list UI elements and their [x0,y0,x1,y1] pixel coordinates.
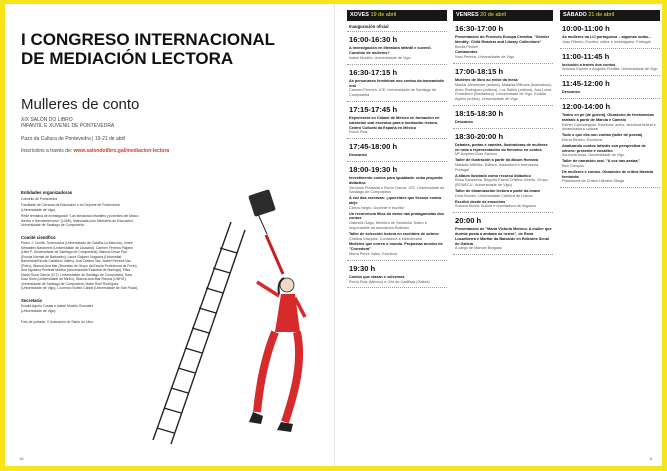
slot-time: 16:00-16:30 h [349,35,398,45]
day-column-saturday [560,10,660,188]
secretary-line: Eulalia Agrelo Costas e Isabel Mociño González (Universidade de Vigo). [21,304,94,313]
slot-time: 12:00-14:00 h [562,101,611,111]
session-title: Taller de dinamización lectora a partir da imaxe [455,188,541,193]
session-item [349,79,447,98]
time-slot [560,49,660,77]
session-item [349,232,447,242]
session-title: As personaxes femininas nos contos da tranvantoile oral [349,78,445,88]
slot-time: 10:00-11:00 h [562,24,610,33]
session-title: Descanso [562,90,580,95]
day-date: 19 de abril [370,12,397,18]
time-slot [560,21,660,49]
org-line: Concello de Pontevedra [21,196,58,201]
day-header [453,10,553,21]
committee-text: Pedro J. Cerrillo Torremocha (Universidade de Castilla-La Mancha), Josée Sébastien Bastarreix (Universidade de Lausana), Carmen Ferreira Pajuelo (Ulen P. Universidade de Santiago de Compostela), Blanca-Cesar Pau (Escola Normal de Barbastro), Laura Guijarro Noguera (Universitat Barcelona/Escola Caballero Vallès), Ana Cristina Vaz, Isabel Ferreira Vaz (Porto), Blanca-Ana Mar (Bruxelas de Grupo da Escola Profesional de Porto), Ana Agustina Pentinat Martha (Universidade Estadual de Maringá), Elisa María Roca-García (CIT), Universidade de Santiago de Compostela, Sara Díaz Sixto (Universidade de Minho), Blanca-Ana Mar Ramos (UNHIT), Universidade de Santiago de Compostela, Mabe Roel Rodríguez (Universidade de Vigo), Lourenzo Núñez Cabral (Universidade de San Paulo). [21,241,139,290]
session-title: Mulleres de libro ao redor da mesa [455,77,518,82]
session-item [455,200,553,210]
session-title: Descanso [349,153,367,158]
session-item [455,158,553,172]
slot-time: 16:30-17:00 h [455,24,504,33]
day-weekday: SÁBADO [563,12,589,18]
session-item [562,159,660,169]
time-slot [453,129,553,213]
session-speaker: Carmen Ferreiro. ICE. Universidade de Santiago de Compostela [349,88,437,98]
session-speaker: Plataforma de Crítica Literaria Stinga [562,179,625,184]
event-line-1: XIX SALÓN DO LIBRO [21,117,73,123]
slot-time: 17:45-18:00 h [349,142,398,152]
day-weekday: VENRES [456,12,481,18]
session-title: Presentación de "María Victoria Moreno. A muller que durmia posta o ambara no rostro", de Rosa Lusariberra e Marfiar da Baixarde en Edicións Senal de Galicia [455,227,552,246]
session-title: As mulleres na LIJ portuguesa – algumas notas... [562,35,652,39]
time-slot [347,162,447,261]
session-item [562,133,660,143]
day-column-thursday [347,10,447,288]
session-item [455,143,553,157]
day-weekday: XOVES [350,12,371,18]
org-line: Rede temática de investigación "Las literaturas infantiles y juveniles del Marco Ibérico e Iberoamericano" (LIJMI), financiada polo Ministerio de Educación, Universidade de Santiago de Compostela. [21,214,139,227]
day-column-friday [453,10,553,255]
session-lead: Inauguración oficial [347,21,447,32]
session-speaker: A cargo de Manuel Bragado [455,246,503,251]
session-speaker: Isabel Mociño. Universidade de Vigo [349,56,411,60]
time-slot [347,261,447,289]
ladder-woman-illustration [145,182,320,444]
session-speaker: Rocío Ruiz (México) e Cris de Cadilhas (Galiza) [349,279,430,284]
session-speaker: Mafalda Milhões. Editora, ilustradora e formadora. Portugal [455,162,540,172]
page-number-left: 18 [19,456,24,461]
time-slot [347,65,447,102]
session-item [349,196,447,210]
session-item [562,35,660,45]
session-speaker: Beldiz Pentiel [455,44,479,49]
session-title: Taller de narración oral. "A voz nas axaias" [562,159,640,164]
slot-time: 18:15-18:30 h [455,108,504,118]
credits-block [21,190,139,327]
session-title: Mulleres que corren o mundo. Propostas arredor de "Corredora" [349,242,443,252]
session-item [562,90,660,95]
session-speaker: Rocío Ruiz [349,130,368,135]
session-item [349,242,447,256]
time-slot [560,99,660,188]
registration-line [21,148,169,154]
time-slot [453,21,553,64]
time-slot [453,213,553,255]
registration-link[interactable]: www.salondolibro.gal/mediacion-lectora [73,148,170,155]
session-speaker: Esther Carrodeguas. Escritora, actriz, directora teatral e dinamizadora cultural [562,122,656,132]
session-speaker: Carlos Negro. Docente e escritor [349,205,405,210]
lantern-icon [248,189,276,234]
day-date: 21 de abril [588,12,615,18]
right-page [340,10,658,456]
session-title: De mulleres e contos. Obradoiro de crítica literaria feminista [562,169,654,179]
session-item [562,144,660,158]
session-item [455,227,553,251]
session-speaker: Verónica Pousada e Rocío García. ICE. Universidade de Santiago de Compostela [349,185,445,195]
session-item [455,174,553,188]
session-item [349,275,447,285]
session-title: A voz das escravas: ¿quereides que ilcosos contra aleje [349,196,442,205]
session-speaker: Nosi Pereira. Universidade de Vigo [455,55,515,60]
session-speaker: Dora Bulnes. Universidade Católica de Lisboa [455,193,533,198]
session-title: Contaorotes [455,50,478,55]
session-speaker: Elena Ribeiro. Escritora [562,137,602,142]
day-date: 20 de abril [480,12,506,18]
session-item [562,63,660,73]
session-title: A investigación en literatura infantil e xuvenil. Cuestión de mulleres? [349,46,432,56]
event-meta [21,117,169,155]
title-line-2: DE MEDIACIÓN LECTORA [21,49,234,68]
time-slot [453,106,553,129]
registration-prefix: Inscricións a través de: [21,148,73,155]
title-line-1: I CONGRESO INTERNACIONAL [21,30,276,49]
session-item [455,120,553,125]
session-speaker: Mª Ángeles Díaz Sanuxo [455,152,498,157]
page-subtitle: Mulleres de conto [21,96,140,113]
session-speaker: Joao Ribeiro. Escritor, editor e investigador. Portugal [562,39,651,44]
session-title: Experiencia en Cidade de México en formación en narración oral escénica para a mediación lectora. Centro Cultural da España en México [349,115,440,130]
session-item [455,78,553,102]
session-title: Teatro en pé (de guerra). Obradoiro de ferramentas teatrais a partir de Marcia e Camelo [562,112,654,122]
session-speaker: Gabriela Gago. Membro de Sandinha Teatro e responsable da asociación Boktriza [349,221,427,230]
slot-time: 17:15-17:45 h [349,104,398,114]
session-title: Taller de selección lectora en escritóns de sobrov [349,231,439,236]
session-speaker: Cristina Vázquez. Contadora e bibliotecaria [349,236,423,241]
time-slot [347,139,447,162]
session-title: Taller de ilustración a partir do álbum Hornara [455,158,539,163]
secretary-heading: Secretaría [21,297,42,303]
session-title: Todo o que ella non contan (taller de poesía) [562,133,643,138]
time-slot [453,64,553,106]
session-speaker: María Pérez Vales. Escritora [349,251,398,256]
day-header [347,10,447,21]
left-page [5,4,334,466]
page-fold [334,4,335,466]
page-number-right: 6 [649,456,652,461]
page-title [21,30,275,68]
session-speaker: Azucena Arias. Universidade de Vigo [562,153,625,158]
slot-time: 11:00-11:45 h [562,51,610,61]
slot-time: 20:00 h [455,216,482,226]
session-speaker: Rosa Sanzioma, Begoña Pazos Cristina Vicedo. Grupo (BONECU. Universidade de Vigo) [455,178,548,188]
session-item [455,189,553,199]
session-speaker: Antonia Gómez e Angeles Pontilla. Universidade de Vigo [562,67,658,72]
slot-time: 16:30-17:15 h [349,67,398,77]
session-item [562,170,660,184]
slot-time: 17:00-18:15 h [455,66,504,76]
session-speaker: Bea Campos [562,163,584,168]
session-title: Analizando contos infantís con perspectiva de xénero: presente e enxalitro [562,143,646,153]
ladder-icon [153,222,245,444]
day-header [560,10,660,21]
session-title: Un recorrencia fílica do demo nas protagonistas dos contos [349,211,444,221]
session-item [349,46,447,60]
session-title: A álbum ilustrado como recurso didáctico [455,173,531,178]
org-line: Facultade de Ciencias da Educación e do Deporte de Pontevedra (Universidade de Vigo) [21,203,120,212]
event-line-2: INFANTIL E XUVENIL DE PONTEVEDRA [21,123,115,130]
session-item [349,116,447,135]
slot-time: 18:30-20:00 h [455,131,504,141]
session-title: Presentación do Proxecto Europa Creativa. "Gender Identity: Child Readers and Library Collections" [455,35,550,44]
session-item [349,153,447,158]
time-slot [560,76,660,99]
session-item [349,212,447,231]
session-title: Debates, portas e xanelas. Ilustradoras de mulleres en roda a representación do feminino en contos [455,142,548,152]
session-title: Contos que viaxan e volvemos [349,274,405,279]
session-title: Escribir desde as emocións [455,199,506,204]
session-item [455,50,553,60]
session-title: Descanso [455,119,473,124]
session-title: Inclusión a través dos contos [562,62,616,67]
session-item [455,35,553,49]
woman-figure [249,235,305,432]
session-speaker: Marilar Aleixandre (autora), Mafalda Milhoes (ilustradora), Anxo Rodríguez (editora), Luz Salleir (editora), Ana Luisa Fransileiro (ilustradora). Universidade de Vigo. Eulalia Agrelo (crítica). Universidade de Vigo [455,82,552,102]
cover-credit: Foto de portada: © Ilustración do Salón do Libro. [21,320,95,324]
time-slot [347,102,447,139]
session-item [349,176,447,195]
committee-heading: Comité científico [21,234,56,240]
session-item [562,113,660,132]
slot-time: 19:30 h [349,263,376,273]
time-slot [347,32,447,64]
org-heading: Entidades organizadoras [21,190,73,195]
venue-line: Pazo da Cultura de Pontevedra | 19-21 de abril [21,135,126,142]
slot-time: 11:45-12:00 h [562,79,610,89]
session-title: Investimento contos para igualdade: unha proposta didáctica [349,175,443,185]
slot-time: 18:00-19:30 h [349,164,398,174]
spread-sheet [5,4,662,466]
session-speaker: Susana Alzola. Autora e orientadora de linguaxe [455,204,537,209]
